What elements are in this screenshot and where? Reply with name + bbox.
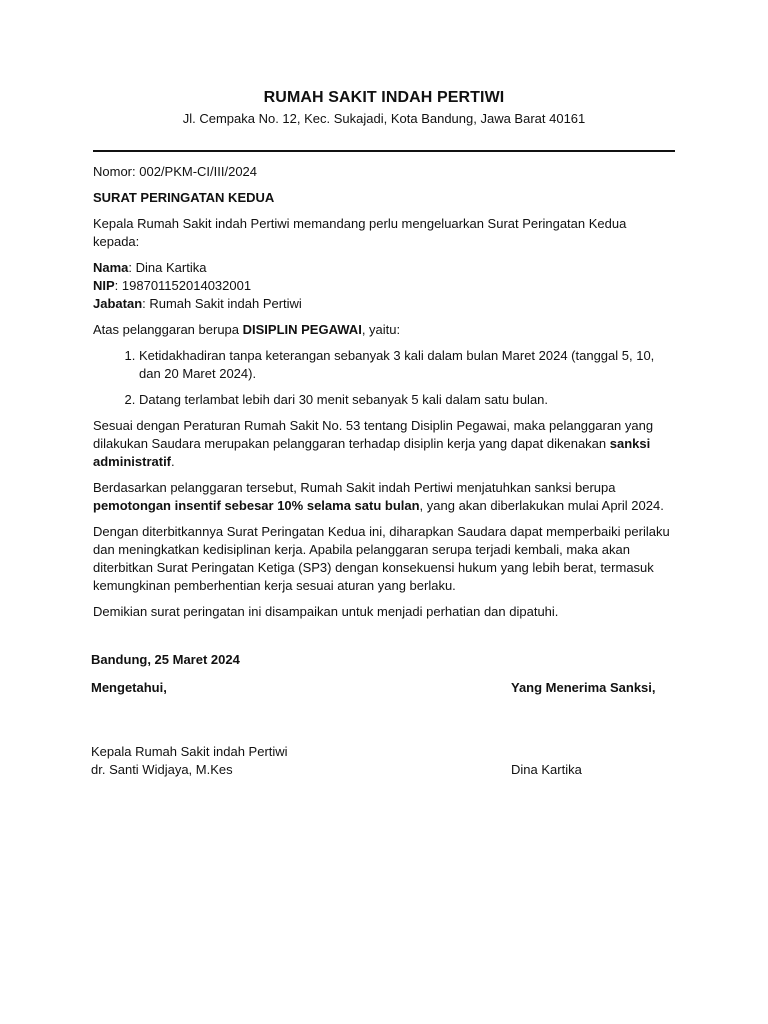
recipient-name-label: Nama	[93, 260, 129, 275]
acknowledged-label: Mengetahui,	[91, 680, 167, 695]
letter-intro: Kepala Rumah Sakit indah Pertiwi memandang perlu mengeluarkan Surat Peringatan Kedua kepada:	[93, 216, 627, 249]
recipient-nip-value: : 198701152014032001	[114, 278, 252, 293]
regulation-text: Sesuai dengan Peraturan Rumah Sakit No. 53 tentang Disiplin Pegawai, maka pelanggaran yang dilakukan Saudara merupakan pelanggaran terhadap disiplin kerja yang dapat dikenakan	[93, 418, 654, 451]
recipient-position-value: : Rumah Sakit indah Pertiwi	[142, 296, 302, 311]
letterhead	[0, 88, 768, 128]
list-item: 1. Ketidakhadiran tanpa keterangan sebanyak 3 kali dalam bulan Maret 2024 (tanggal 5, 10, dan 20 Maret 2024).	[139, 347, 675, 383]
recipient-name-value: : Dina Kartika	[128, 260, 207, 275]
recipient-nip-label: NIP	[93, 278, 115, 293]
violation-intro-pre: Atas pelanggaran berupa	[93, 322, 243, 337]
violation-intro-post: , yaitu:	[361, 322, 401, 337]
letter-body	[93, 163, 675, 629]
sanction-emphasis: pemotongan insentif sebesar 10% selama satu bulan	[93, 498, 420, 513]
recipient-nip	[93, 277, 675, 295]
letter-subject: SURAT PERINGATAN KEDUA	[93, 190, 275, 205]
sanction-text: Berdasarkan pelanggaran tersebut, Rumah Sakit indah Pertiwi menjatuhkan sanksi berupa	[93, 480, 616, 495]
organization-address: Jl. Cempaka No. 12, Kec. Sukajadi, Kota Bandung, Jawa Barat 40161	[182, 111, 586, 126]
list-item: 2. Datang terlambat lebih dari 30 menit sebanyak 5 kali dalam satu bulan.	[139, 391, 675, 409]
regulation-paragraph	[93, 417, 675, 471]
recipient-details	[93, 259, 675, 313]
closing-paragraph: Demikian surat peringatan ini disampaikan untuk menjadi perhatian dan dipatuhi.	[93, 604, 559, 619]
place-date: Bandung, 25 Maret 2024	[91, 652, 240, 667]
recipient-position-label: Jabatan	[93, 296, 143, 311]
regulation-emphasis: sanksi administratif	[93, 436, 651, 469]
letter-number: Nomor: 002/PKM-CI/III/2024	[93, 164, 258, 179]
violation-list	[93, 347, 675, 409]
recipient-signature-label: Yang Menerima Sanksi,	[511, 680, 656, 695]
recipient-position	[93, 295, 675, 313]
sanction-paragraph	[93, 479, 675, 515]
signer-position: Kepala Rumah Sakit indah Pertiwi	[91, 744, 288, 759]
organization-name: RUMAH SAKIT INDAH PERTIWI	[263, 89, 505, 106]
letterhead-divider	[93, 150, 675, 152]
violation-intro	[93, 321, 675, 339]
signature-block	[91, 651, 681, 791]
regulation-end: .	[171, 454, 175, 469]
recipient-signer-name: Dina Kartika	[511, 762, 582, 777]
warning-paragraph: Dengan diterbitkannya Surat Peringatan Kedua ini, diharapkan Saudara dapat memperbaiki perilaku dan meningkatkan kedisiplinan kerja. Apabila pelanggaran serupa terjadi kembali, maka akan diterbitkan Surat Peringatan Ketiga (SP3) dengan konsekuensi hukum yang lebih berat, termasuk kemungkinan pemberhentian kerja sesuai aturan yang berlaku.	[93, 524, 670, 593]
violation-type: DISIPLIN PEGAWAI	[242, 322, 362, 337]
signer-name: dr. Santi Widjaya, M.Kes	[91, 762, 233, 777]
sanction-end: , yang akan diberlakukan mulai April 2024.	[419, 498, 664, 513]
recipient-name	[93, 259, 675, 277]
